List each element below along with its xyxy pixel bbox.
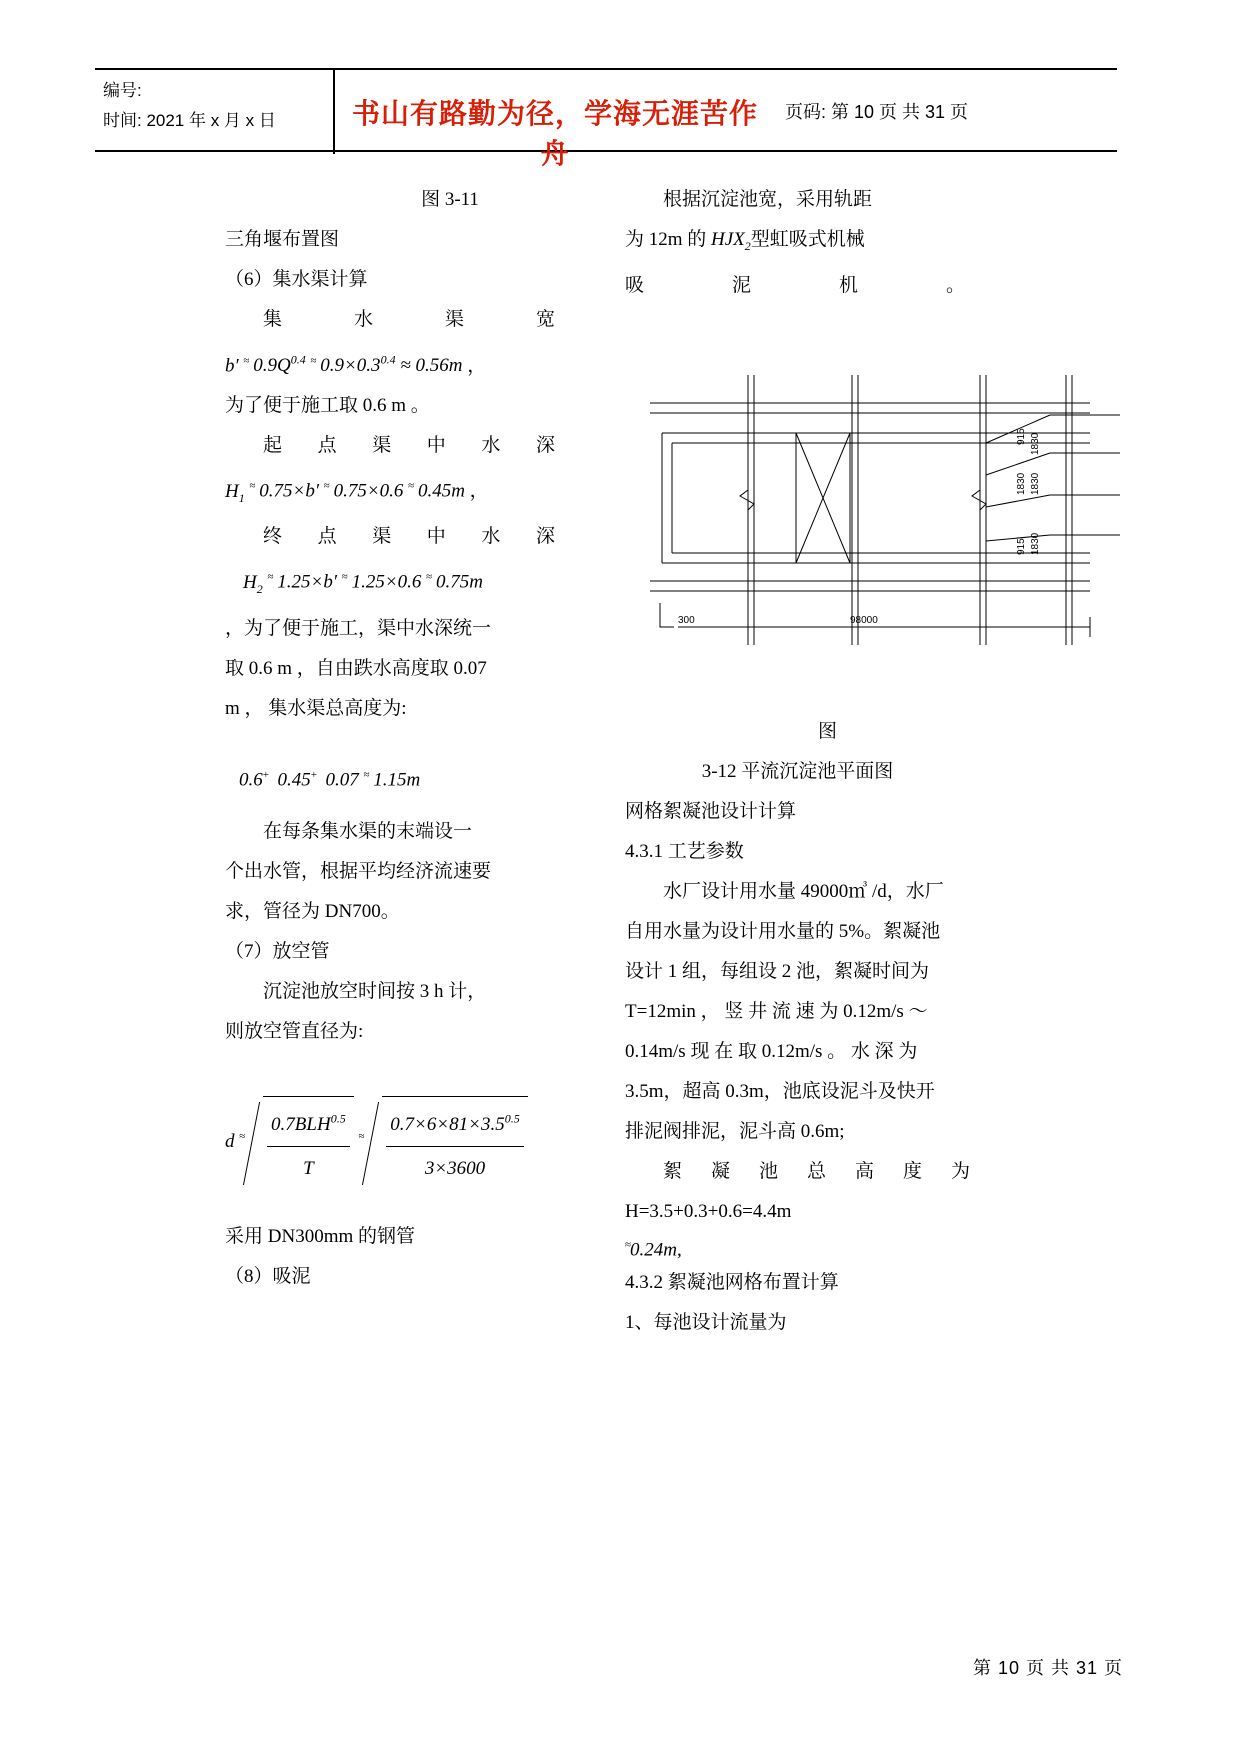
header-divider-left	[333, 70, 335, 154]
paragraph-outlet-pipe-3: 求，管径为 DN700。	[225, 900, 400, 922]
paragraph-self-use: 自用水量为设计用水量的 5%。絮凝池	[625, 921, 941, 942]
paragraph-track-gauge-3: 吸 泥 机 。	[625, 274, 965, 296]
figure-3-11-caption-line1: 图 3-11	[421, 189, 479, 210]
paragraph-collector-channel-heading: （6）集水渠计算	[225, 269, 368, 290]
dim-1830-a: 1830	[1030, 432, 1041, 455]
dim-98000: 98000	[850, 615, 878, 626]
equation-start-depth: $H_1$ ≈ 0.75×b′ ≈ 0.75×0.6 ≈ 0.45m ，	[225, 480, 489, 505]
dim-1830-d: 1830	[1030, 532, 1041, 555]
paragraph-channel-width: 集 水 渠 宽	[263, 309, 555, 330]
paragraph-track-gauge-2: 为 12m 的 $HJX_2$型虹吸式机械	[625, 229, 865, 253]
figure-3-12-caption-line2: 3-12 平流沉淀池平面图	[701, 761, 894, 782]
paragraph-total-height-lead: m ， 集水渠总高度为:	[225, 697, 407, 719]
equation-total-height: 0.6+ 0.45+ 0.07 ≈ 1.15m	[239, 768, 421, 790]
paragraph-water-demand: 水厂设计用水量 49000㎥ /d，水厂	[663, 881, 944, 902]
paragraph-drain-pipe-heading: （7）放空管	[225, 940, 330, 962]
equation-d-result: ≈0.24m,	[625, 1239, 682, 1261]
paragraph-drain-time: 沉淀池放空时间按 3 h 计，	[263, 980, 487, 1002]
figure-3-12-caption-line1: 图	[817, 721, 837, 742]
paragraph-track-gauge-1: 根据沉淀池宽，采用轨距	[663, 189, 873, 210]
paragraph-per-pool-flow: 1、每池设计流量为	[625, 1312, 787, 1334]
dim-1830-b: 1830	[1016, 472, 1027, 495]
right-text-column-lower	[625, 712, 970, 1343]
paragraph-shaft-velocity: T=12min ， 竖 井 流 速 为 0.12m/s ～	[625, 1001, 928, 1022]
page-footer: 第 10 页 共 31 页	[972, 1658, 1123, 1678]
paragraph-floc-groups: 设计 1 组，每组设 2 池，絮凝时间为	[625, 961, 930, 982]
paragraph-steel-pipe: 采用 DN300mm 的钢管	[225, 1226, 416, 1248]
left-text-column	[225, 180, 555, 1297]
paragraph-section-4-3-1: 4.3.1 工艺参数	[625, 841, 744, 862]
header-banner: 书山有路勤为径，学海无涯苦作舟	[351, 99, 758, 170]
equation-channel-width: b′ ≈ $0.9Q^{0.4}$ ≈ $0.9\times 0.3^{0.4} \approx 0.56m$ ，	[225, 353, 487, 377]
paragraph-sludge-hopper: 排泥阀排泥，泥斗高 0.6m;	[625, 1121, 845, 1142]
paragraph-sludge-suction-heading: （8）吸泥	[225, 1266, 311, 1288]
paragraph-grid-floc-title: 网格絮凝池设计计算	[625, 801, 797, 822]
paragraph-section-4-3-2: 4.3.2 絮凝池网格布置计算	[625, 1272, 839, 1294]
equation-end-depth: $H_2$ ≈ 1.25×b′ ≈ 1.25×0.6 ≈ 0.75m	[243, 571, 483, 596]
paragraph-depth-freeboard: 3.5m，超高 0.3m，池底设泥斗及快开	[625, 1081, 935, 1102]
header-left-block	[103, 76, 333, 136]
dim-1830-c: 1830	[1030, 472, 1041, 495]
paragraph-outlet-pipe-1: 在每条集水渠的末端设一	[263, 820, 473, 842]
page-header	[95, 68, 1117, 170]
header-number-label: 编号:	[103, 81, 142, 100]
equation-drain-diameter: d ≈ $\frac{0.7BLH^{0.5}}{T}$ ≈ $\frac{0.7\times 6\times 81\times 3.5^{0.5}}{3\times 3600}$	[225, 1096, 555, 1189]
paragraph-construction-take-0-6: 为了便于施工取 0.6 m 。	[225, 395, 430, 417]
figure-3-12-drawing	[620, 355, 1120, 690]
dim-915-bottom: 915	[1016, 538, 1027, 555]
dim-300: 300	[678, 615, 695, 626]
paragraph-uniform-depth: ，为了便于施工，渠中水深统一	[225, 617, 492, 639]
paragraph-end-depth-label: 终 点 渠 中 水 深	[263, 526, 555, 548]
equation-floc-total-height: H=3.5+0.3+0.6=4.4m	[625, 1201, 792, 1222]
paragraph-outlet-pipe-2: 个出水管，根据平均经济流速要	[225, 860, 492, 882]
paragraph-total-height-label: 絮 凝 池 总 高 度 为	[663, 1161, 970, 1182]
right-text-column	[625, 180, 965, 306]
dim-915-top: 915	[1016, 428, 1027, 445]
paragraph-start-depth-label: 起 点 渠 中 水 深	[263, 435, 555, 457]
paragraph-velocity-selected: 0.14m/s 现 在 取 0.12m/s 。 水 深 为	[625, 1041, 918, 1062]
paragraph-freefall-height: 取 0.6 m ，自由跌水高度取 0.07	[225, 657, 487, 679]
header-page-label: 页码: 第 10 页 共 31 页	[785, 102, 969, 122]
paragraph-drain-diameter-lead: 则放空管直径为:	[225, 1020, 364, 1042]
header-time-label: 时间: 2021 年 x 月 x 日	[103, 111, 276, 130]
figure-3-11-caption-line2: 三角堰布置图	[225, 229, 340, 250]
